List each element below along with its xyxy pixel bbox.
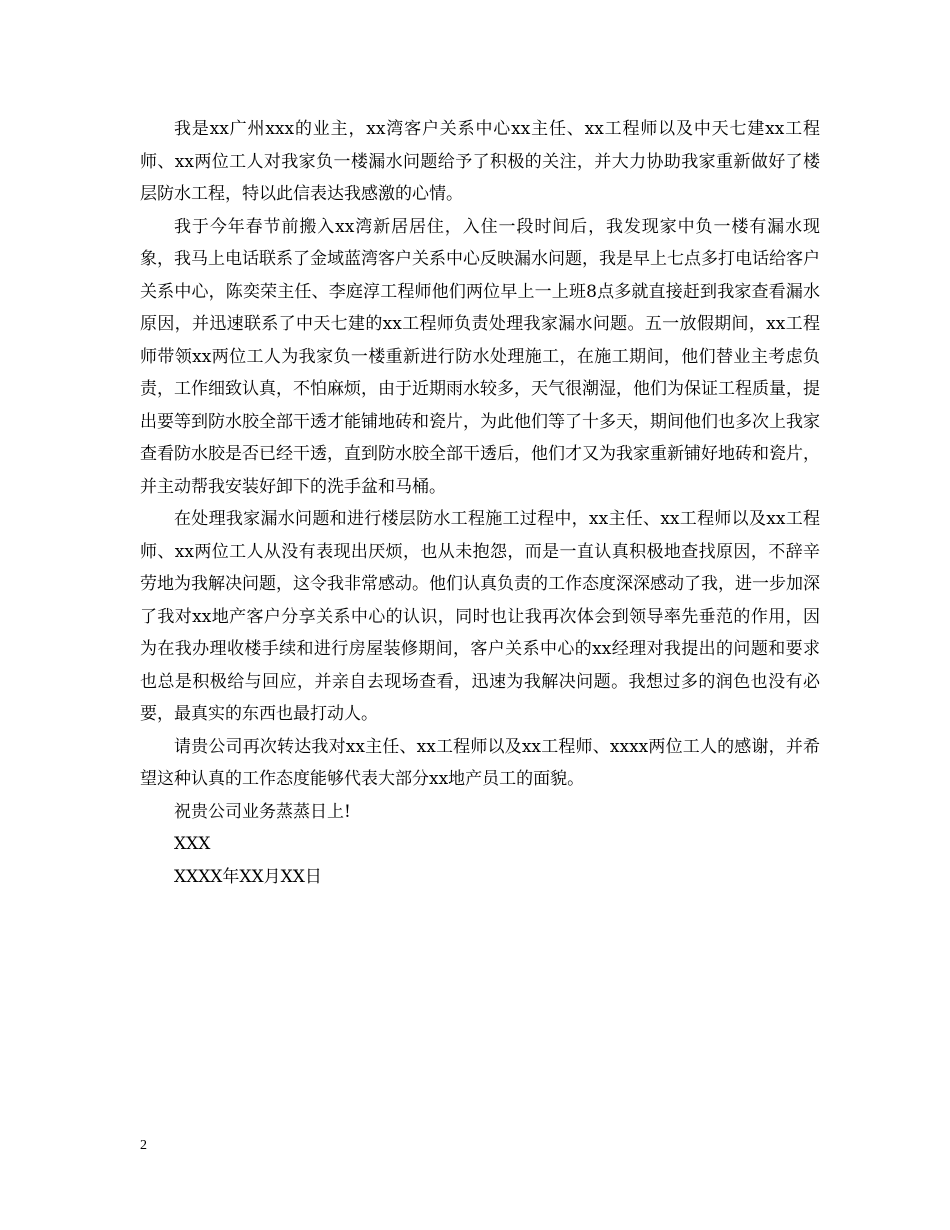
paragraph-appreciation: 在处理我家漏水问题和进行楼层防水工程施工过程中，xx主任、xx工程师以及xx工程师、xx两位工人从没有表现出厌烦，也从未抱怨，而是一直认真积极地查找原因，不辞辛劳地为我解决问题，这令我非常感动。他们认真负责的工作态度深深感动了我，进一步加深了我对xx地产客户分享关系中心的认识，同时也让我再次体会到领导率先垂范的作用，因为在我办理收楼手续和进行房屋装修期间，客户关系中心的xx经理对我提出的问题和要求也总是积极给与回应，并亲自去现场查看，迅速为我解决问题。我想过多的润色也没有必要，最真实的东西也最打动人。 — [140, 509, 820, 724]
signature: XXX — [174, 834, 211, 854]
paragraph-intro: 我是xx广州xxx的业主，xx湾客户关系中心xx主任、xx工程师以及中天七建xx工程师、xx两位工人对我家负一楼漏水问题给予了积极的关注，并大力协助我家重新做好了楼层防水工程，特以此信表达我感激的心情。 — [140, 119, 820, 204]
paragraph-leak-story: 我于今年春节前搬入xx湾新居居住，入住一段时间后，我发现家中负一楼有漏水现象，我马上电话联系了金域蓝湾客户关系中心反映漏水问题，我是早上七点多打电话给客户关系中心，陈奕荣主任、李庭淳工程师他们两位早上一上班8点多就直接赶到我家查看漏水原因，并迅速联系了中天七建的xx工程师负责处理我家漏水问题。五一放假期间，xx工程师带领xx两位工人为我家负一楼重新进行防水处理施工，在施工期间，他们替业主考虑负责，工作细致认真，不怕麻烦，由于近期雨水较多，天气很潮湿，他们为保证工程质量，提出要等到防水胶全部干透才能铺地砖和瓷片，为此他们等了十多天，期间他们也多次上我家查看防水胶是否已经干透，直到防水胶全部干透后，他们才又为我家重新铺好地砖和瓷片，并主动帮我安装好卸下的洗手盆和马桶。 — [140, 216, 820, 497]
date-line: XXXX年XX月XX日 — [174, 866, 322, 887]
letter-body — [140, 113, 820, 893]
paragraph-request: 请贵公司再次转达我对xx主任、xx工程师以及xx工程师、xxxx两位工人的感谢，并希望这种认真的工作态度能够代表大部分xx地产员工的面貌。 — [140, 736, 820, 789]
page-number: 2 — [140, 1138, 147, 1153]
closing-line: 祝贵公司业务蒸蒸日上! — [174, 801, 351, 822]
